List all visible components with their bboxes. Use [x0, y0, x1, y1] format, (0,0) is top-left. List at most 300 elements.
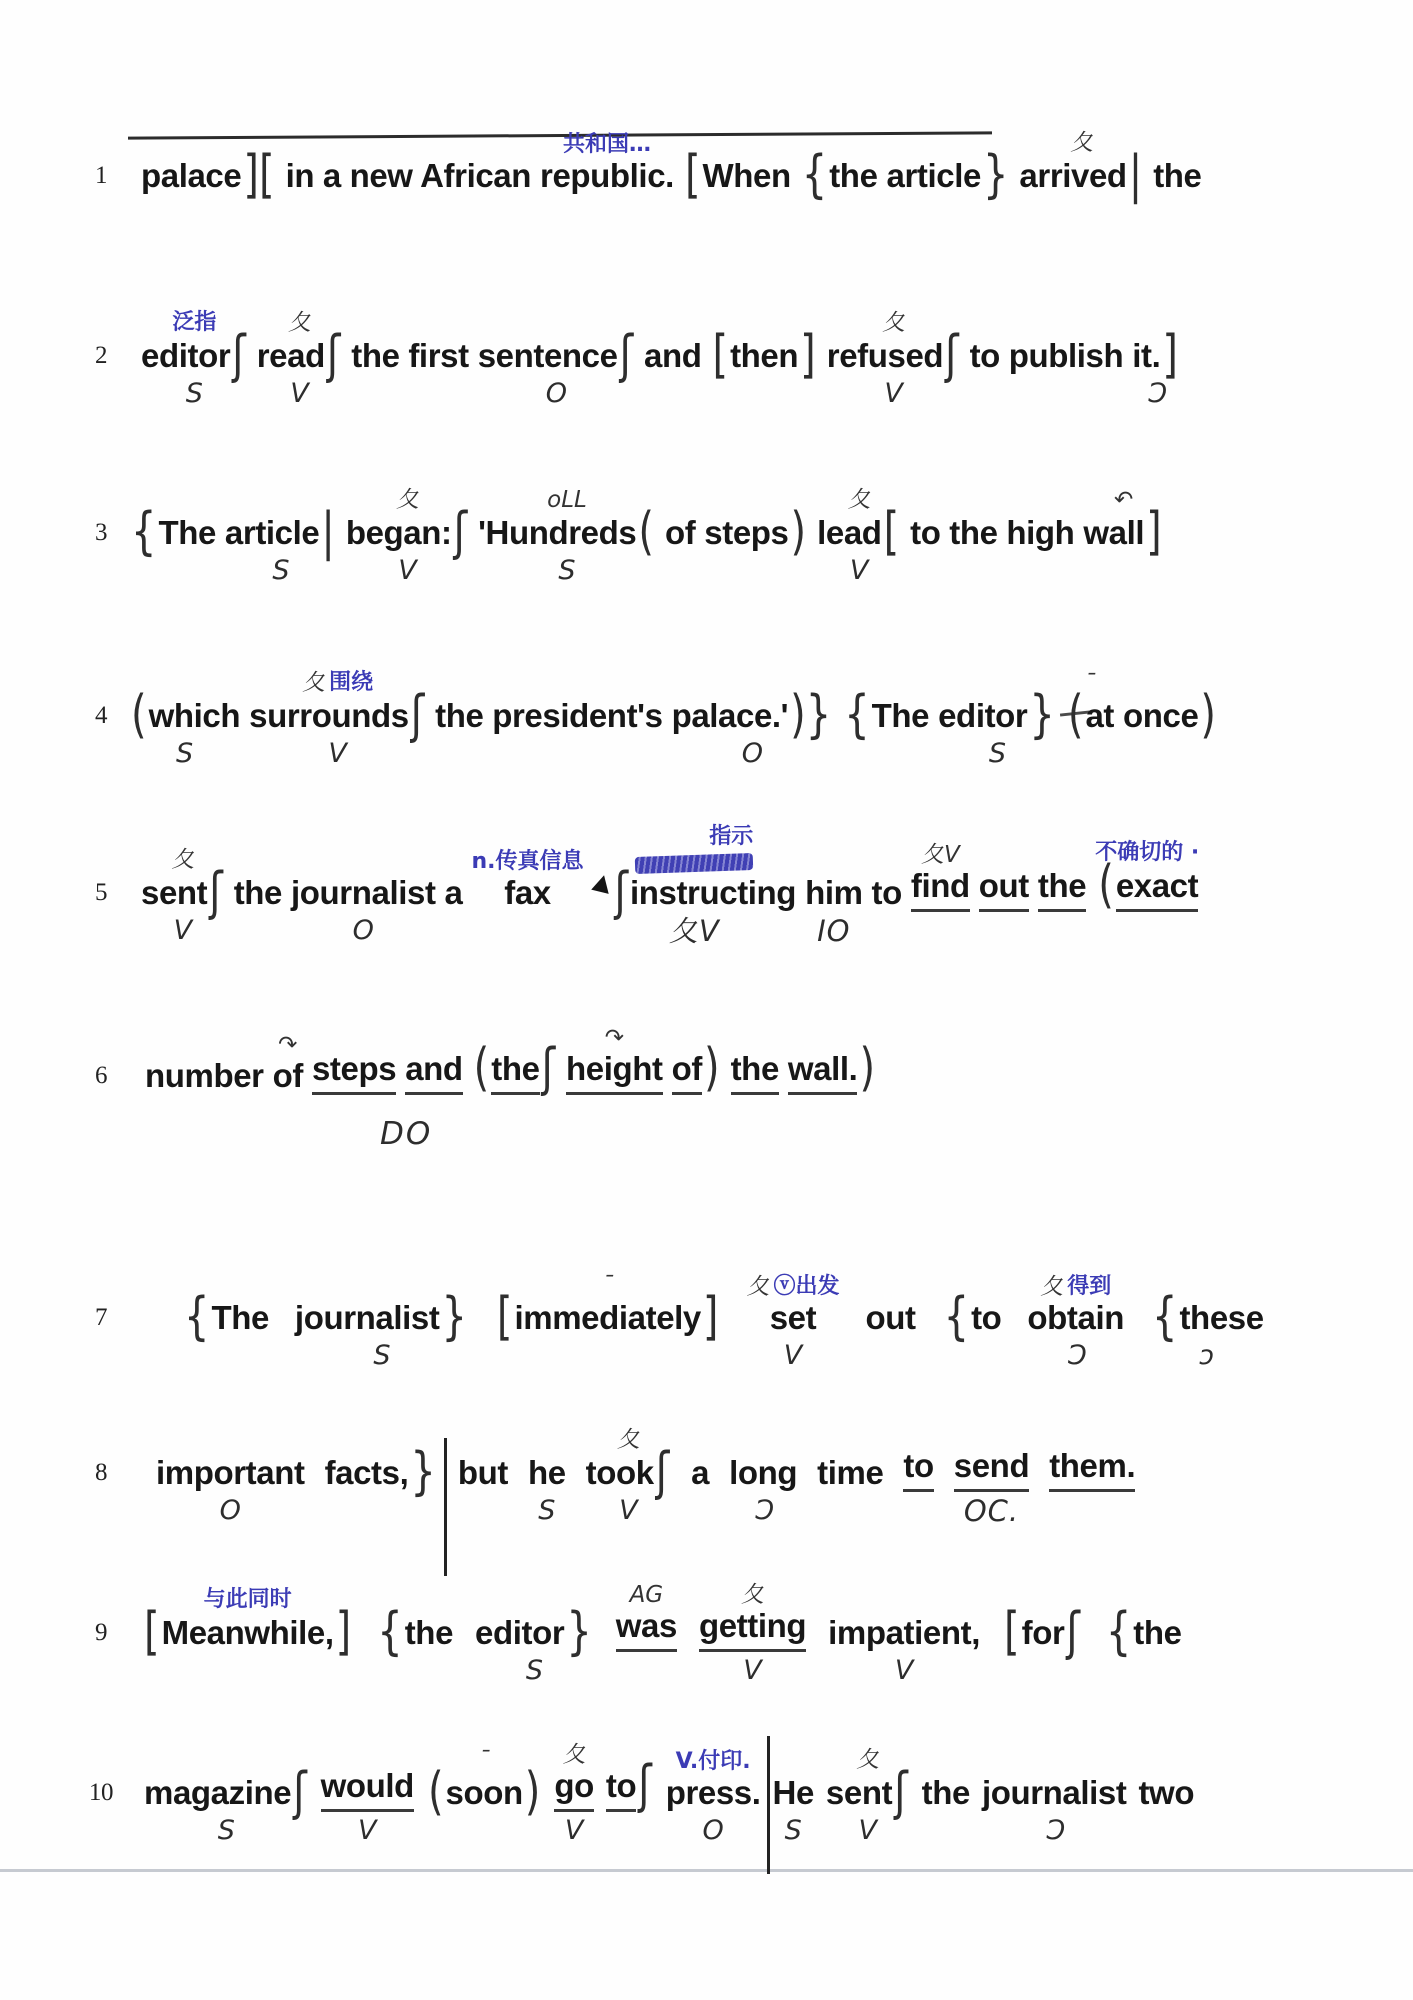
word-row	[144, 1762, 309, 1822]
grammar-mark-below: V	[858, 1815, 878, 1846]
pencil-bracket-close: }	[410, 1442, 436, 1502]
pencil-mark-above: 夂	[171, 847, 195, 873]
grammar-mark-below: V	[619, 1495, 638, 1526]
annotation-above-row	[630, 1584, 664, 1607]
printed-word: immediately	[514, 1299, 701, 1336]
annotation-below	[884, 375, 902, 409]
printed-word: the	[731, 1050, 779, 1095]
blue-ink-note: 与此同时	[203, 1586, 292, 1612]
word-token	[731, 1050, 779, 1129]
word-row	[787, 1038, 877, 1098]
printed-word: a	[444, 874, 463, 911]
printed-word: it.	[1132, 337, 1161, 374]
text-line-7	[86, 1253, 1264, 1371]
printed-word: Meanwhile,	[161, 1614, 334, 1651]
word-token	[375, 1602, 454, 1686]
pencil-mark-above: 夂	[302, 670, 326, 696]
printed-word: arrived	[1019, 157, 1127, 194]
annotation-above-row	[1114, 489, 1133, 512]
printed-word: long	[729, 1454, 798, 1491]
annotation-below	[373, 1337, 390, 1371]
word-row	[477, 325, 635, 385]
word-row	[683, 145, 791, 205]
word-token	[903, 1447, 933, 1526]
printed-word: instructing	[629, 874, 797, 911]
printed-word: once	[1123, 697, 1199, 734]
annotation-below	[1199, 1337, 1214, 1371]
word-token	[249, 671, 426, 769]
printed-word: wall	[1083, 514, 1145, 551]
grammar-mark-below: S	[558, 555, 576, 586]
word-row	[731, 1050, 779, 1095]
printed-word: number	[145, 1057, 264, 1094]
word-row	[291, 874, 436, 912]
grammar-mark-below: O	[702, 1815, 724, 1846]
pencil-bracket-close: ʃ	[945, 325, 959, 385]
word-row	[770, 1299, 817, 1337]
blue-ink-note: n.传真信息	[471, 848, 584, 874]
word-row	[1038, 867, 1086, 912]
pencil-bracket-open: {	[801, 145, 828, 205]
line-number	[86, 514, 116, 586]
word-token	[129, 502, 216, 586]
printed-word: getting	[699, 1607, 806, 1652]
grammar-mark-below: V	[290, 378, 309, 409]
line-number-row	[95, 157, 107, 195]
printed-word: a	[691, 1454, 710, 1491]
word-row	[773, 1774, 814, 1812]
blue-ink-note: 共和国…	[562, 131, 651, 157]
annotation-above	[1114, 489, 1133, 512]
annotation-below	[1045, 1812, 1064, 1846]
annotation-above	[1084, 672, 1096, 695]
pencil-bracket-close: ʃ	[232, 325, 246, 385]
ink-blot	[591, 873, 613, 894]
printed-word: the	[233, 874, 283, 911]
printed-word: journalist	[291, 874, 436, 911]
printed-word: steps	[704, 514, 789, 551]
word-token	[1002, 1602, 1082, 1686]
word-row	[691, 1454, 709, 1492]
annotation-below	[1066, 1337, 1085, 1371]
word-token	[224, 502, 337, 586]
annotation-above	[547, 489, 587, 512]
pencil-mark-above: 夂	[395, 487, 419, 513]
printed-word: to	[606, 1767, 636, 1812]
annotation-above-row	[602, 1274, 614, 1297]
word-row	[141, 862, 225, 922]
grammar-mark-below: O	[352, 915, 374, 946]
pencil-mark-above: 夂	[882, 310, 906, 336]
pencil-vertical-stroke	[444, 1438, 447, 1576]
word-token	[528, 1454, 566, 1526]
word-row	[1104, 1602, 1182, 1662]
printed-word: the president's	[435, 697, 663, 734]
printed-word: 'Hundreds	[478, 514, 637, 551]
annotation-above	[848, 489, 871, 512]
annotation-above	[563, 133, 651, 157]
word-row	[954, 1447, 1029, 1492]
word-row	[129, 685, 241, 745]
annotation-above-row	[204, 1588, 292, 1612]
word-row	[826, 325, 961, 385]
annotation-below	[754, 1492, 773, 1526]
word-row	[1027, 1299, 1124, 1337]
printed-word: sentence	[477, 337, 618, 374]
printed-word: palace	[141, 157, 242, 194]
annotation-above-row	[1084, 672, 1096, 695]
line-number	[86, 1299, 116, 1371]
annotation-above	[605, 1027, 624, 1050]
pencil-mark-above: 夂	[847, 487, 871, 513]
pencil-bracket-open: {	[1152, 1287, 1178, 1347]
word-token	[817, 489, 901, 586]
word-token	[458, 1454, 508, 1526]
printed-word: the	[404, 1614, 454, 1651]
annotation-below	[526, 1652, 543, 1686]
line-number-text: 2	[94, 342, 108, 369]
word-row	[1049, 1447, 1135, 1492]
grammar-mark-below: Ɔ	[1146, 378, 1166, 409]
blue-ink-note: ⓥ出发	[773, 1273, 840, 1299]
pencil-bracket-open: (	[1098, 855, 1114, 915]
printed-word: journalist	[981, 1774, 1127, 1811]
annotation-above-row	[472, 850, 584, 874]
printed-word: and	[405, 1050, 462, 1095]
word-token	[1132, 325, 1180, 409]
annotation-below	[619, 1492, 637, 1526]
annotation-above-row	[478, 1749, 490, 1772]
printed-word: the	[1038, 867, 1086, 912]
word-row	[351, 337, 468, 375]
word-row	[729, 1454, 797, 1492]
line-number	[86, 874, 116, 946]
pencil-bracket-close: ʃ	[293, 1762, 307, 1822]
word-token	[817, 1454, 883, 1526]
pencil-bracket-close: [	[883, 502, 900, 562]
pencil-bracket-close: |	[321, 502, 335, 562]
line-number-row	[95, 1299, 107, 1337]
word-token	[141, 311, 248, 409]
word-row	[375, 1602, 454, 1662]
text-line-3	[86, 468, 1164, 586]
word-token	[1027, 1275, 1124, 1371]
word-row	[922, 1774, 970, 1812]
pencil-bracket-open: (	[1067, 685, 1084, 745]
annotation-below	[546, 375, 567, 409]
word-row	[1066, 685, 1114, 745]
annotation-above	[856, 1749, 879, 1772]
annotation-below	[669, 912, 720, 946]
printed-word: in a new African	[285, 157, 531, 194]
grammar-mark-below: V	[564, 1815, 584, 1846]
printed-word: of	[272, 1057, 303, 1094]
pencil-mark-above: ˉ	[478, 1747, 490, 1773]
text-line-6	[86, 1011, 877, 1129]
word-token	[787, 1038, 877, 1129]
grammar-mark-below: Ɔ	[1044, 1815, 1064, 1846]
word-token	[942, 1287, 1002, 1371]
word-row	[666, 1774, 761, 1812]
grammar-mark-below: S	[525, 1655, 543, 1686]
grammar-mark-below: O	[545, 378, 567, 409]
pencil-mark-above: 夂	[616, 1427, 640, 1453]
word-token	[605, 1755, 654, 1846]
pencil-mark-above: oLL	[547, 487, 587, 513]
word-token	[294, 1287, 469, 1371]
pencil-bracket-close: ʃ	[326, 325, 341, 385]
annotation-above	[278, 1034, 297, 1057]
printed-word: wall.	[788, 1050, 858, 1095]
printed-word: for	[1021, 1614, 1065, 1651]
word-row	[141, 325, 248, 385]
word-row	[866, 1299, 916, 1337]
annotation-above	[676, 1750, 751, 1774]
word-row	[671, 685, 834, 745]
grammar-mark-below: S	[538, 1495, 556, 1526]
annotation-below	[538, 1492, 555, 1526]
word-token	[910, 514, 1074, 586]
pencil-bracket-close: ʃ	[894, 1762, 908, 1822]
line-number-row	[95, 337, 107, 375]
pencil-bracket-open: [	[496, 1287, 513, 1347]
text-line-8	[86, 1408, 1135, 1526]
word-row	[585, 1442, 672, 1502]
word-row	[942, 1287, 1002, 1347]
word-token	[1150, 1287, 1264, 1371]
grammar-mark-below: O	[219, 1495, 241, 1526]
annotation-below	[176, 735, 193, 769]
word-token	[1019, 132, 1144, 229]
printed-word: refused	[826, 337, 944, 374]
word-row	[249, 685, 426, 745]
word-token	[593, 825, 797, 946]
printed-word: impatient,	[828, 1614, 980, 1651]
text-line-2	[86, 291, 1180, 409]
printed-word: to	[971, 1299, 1002, 1336]
word-token	[1066, 672, 1114, 769]
word-token	[405, 1050, 462, 1129]
annotation-above	[921, 844, 960, 867]
word-token	[616, 1584, 677, 1686]
pencil-bracket-close: }	[982, 145, 1009, 205]
annotation-above	[1070, 132, 1093, 155]
annotation-above-row	[848, 489, 871, 512]
word-row	[458, 1454, 508, 1492]
printed-word: editor	[938, 697, 1028, 734]
word-row	[566, 1050, 663, 1095]
word-row	[554, 1767, 594, 1812]
printed-word: the	[491, 1050, 539, 1095]
grammar-mark-below: S	[185, 378, 203, 409]
annotation-above-row	[302, 671, 373, 695]
line-number-row	[95, 514, 107, 552]
word-row	[1083, 502, 1163, 562]
word-row	[817, 502, 901, 562]
word-token	[683, 145, 791, 229]
annotation-above-row	[617, 1429, 640, 1452]
word-row	[495, 1287, 721, 1347]
grammar-mark-below: S	[784, 1815, 802, 1846]
word-token	[704, 502, 808, 586]
grammar-mark-below: ɔ	[1199, 1340, 1215, 1371]
word-token	[710, 325, 817, 409]
grammar-mark-below: S	[217, 1815, 235, 1846]
word-token	[644, 337, 701, 409]
word-row	[145, 1057, 264, 1095]
annotation-below	[742, 735, 763, 769]
grammar-mark-below: V	[743, 1655, 762, 1686]
word-token	[1138, 1774, 1194, 1846]
blue-ink-note: V.付印.	[675, 1748, 751, 1774]
word-row	[593, 862, 797, 922]
printed-word: but	[457, 1454, 508, 1491]
printed-word: to the high	[910, 514, 1075, 551]
word-token	[182, 1287, 269, 1371]
pencil-bracket-close: ʃ	[453, 502, 468, 562]
annotation-above	[396, 489, 419, 512]
word-token	[665, 514, 695, 586]
annotation-below	[785, 1812, 802, 1846]
word-row	[540, 157, 674, 195]
grammar-mark-below: V	[783, 1340, 803, 1371]
pencil-mark-above: 夂	[1040, 1274, 1064, 1300]
pencil-bracket-open: ʃ	[614, 862, 628, 922]
annotation-above	[478, 1749, 490, 1772]
grammar-mark-below: V	[849, 555, 869, 586]
pencil-bracket-open: {	[943, 1287, 970, 1347]
printed-word: of	[672, 1050, 702, 1095]
pencil-bracket-close: )}	[790, 685, 832, 745]
word-token	[1104, 1602, 1182, 1686]
word-row	[817, 1454, 883, 1492]
word-token	[746, 1275, 839, 1371]
printed-word: the	[1133, 1614, 1182, 1651]
printed-word: steps	[312, 1050, 396, 1095]
line-number-row	[89, 1774, 113, 1812]
line-number-row	[95, 697, 107, 735]
printed-word: the	[921, 1774, 970, 1811]
line-number	[86, 697, 116, 769]
annotation-below	[290, 375, 308, 409]
blue-ink-note: 泛指	[172, 309, 217, 335]
blue-ink-note: 不确切的 ·	[1095, 839, 1200, 865]
printed-word: the first	[351, 337, 469, 374]
line-number-row	[95, 874, 107, 912]
word-token	[478, 489, 656, 586]
pencil-bracket-close: ʃ	[209, 862, 223, 922]
grammar-mark-below: V	[398, 555, 417, 586]
word-row	[1002, 1602, 1082, 1662]
grammar-mark-below: V	[884, 378, 903, 409]
pencil-bracket-close: ]	[702, 1287, 719, 1347]
grammar-mark-below: S	[175, 738, 194, 769]
word-row	[644, 337, 701, 375]
word-row	[504, 874, 551, 912]
annotation-below	[218, 1812, 235, 1846]
pencil-mark-above: 夂V	[920, 842, 960, 868]
printed-word: he	[527, 1454, 566, 1491]
word-token	[142, 1588, 353, 1686]
word-token	[982, 1774, 1127, 1846]
annotation-above-row	[1040, 1275, 1111, 1299]
annotation-above	[563, 1744, 586, 1767]
pencil-bracket-close: }	[566, 1602, 592, 1662]
pencil-bracket-open: {	[844, 685, 870, 745]
word-token	[1038, 867, 1086, 946]
text-line-5	[86, 823, 1200, 948]
word-row	[938, 685, 1057, 745]
printed-word: of	[664, 514, 696, 551]
word-row	[312, 1050, 396, 1095]
printed-word: the	[1153, 157, 1202, 194]
printed-word: exact	[1116, 867, 1198, 912]
line-number	[86, 1774, 116, 1846]
printed-word: The	[871, 697, 930, 734]
pencil-mark-above: AG	[629, 1582, 664, 1608]
word-row	[294, 1287, 469, 1347]
grammar-mark-below: 夂V	[668, 914, 720, 948]
printed-word: the	[829, 157, 878, 194]
word-row	[825, 1762, 910, 1822]
word-row	[910, 514, 1074, 552]
word-token	[156, 1454, 305, 1526]
blue-ink-note: 得到	[1067, 1273, 1112, 1299]
annotation-above	[602, 1274, 614, 1297]
word-row	[478, 502, 656, 562]
printed-word: took	[585, 1454, 654, 1491]
line-number-row	[95, 1454, 107, 1492]
printed-word: them.	[1049, 1447, 1135, 1492]
word-row	[805, 874, 862, 912]
word-row	[234, 874, 282, 912]
pencil-mark-above: ↷	[604, 1025, 624, 1051]
word-row	[699, 1607, 806, 1652]
annotation-below	[859, 1812, 877, 1846]
printed-word: height	[566, 1050, 663, 1095]
annotation-above-row	[741, 1584, 764, 1607]
annotation-above-row	[882, 312, 905, 335]
pencil-bracket-close: |	[1128, 145, 1143, 205]
annotation-above-row	[709, 825, 753, 849]
word-row	[1138, 1774, 1194, 1812]
annotation-above-row	[396, 489, 419, 512]
word-row	[970, 337, 1124, 375]
word-row	[665, 514, 695, 552]
pencil-mark-above: 夂	[856, 1747, 880, 1773]
printed-word: and	[644, 337, 702, 374]
word-row	[472, 1038, 557, 1098]
pencil-bracket-close: ʃ	[1066, 1602, 1080, 1662]
annotation-above-row	[605, 1027, 624, 1050]
printed-word: was	[616, 1607, 677, 1652]
word-token	[554, 1744, 594, 1846]
word-token	[1123, 685, 1218, 769]
annotation-above	[635, 825, 753, 872]
word-row	[256, 325, 343, 385]
printed-word: read	[256, 337, 325, 374]
printed-word: journalist	[294, 1299, 440, 1336]
word-row	[321, 1767, 414, 1812]
annotation-above-row	[171, 849, 194, 872]
printed-word: editor	[475, 1614, 565, 1651]
printed-word: would	[321, 1767, 414, 1812]
grammar-mark-below: S	[988, 738, 1007, 769]
annotation-above	[204, 1588, 292, 1612]
word-row	[426, 1762, 542, 1822]
word-token	[145, 1057, 264, 1129]
pencil-bracket-open: [	[684, 145, 701, 205]
